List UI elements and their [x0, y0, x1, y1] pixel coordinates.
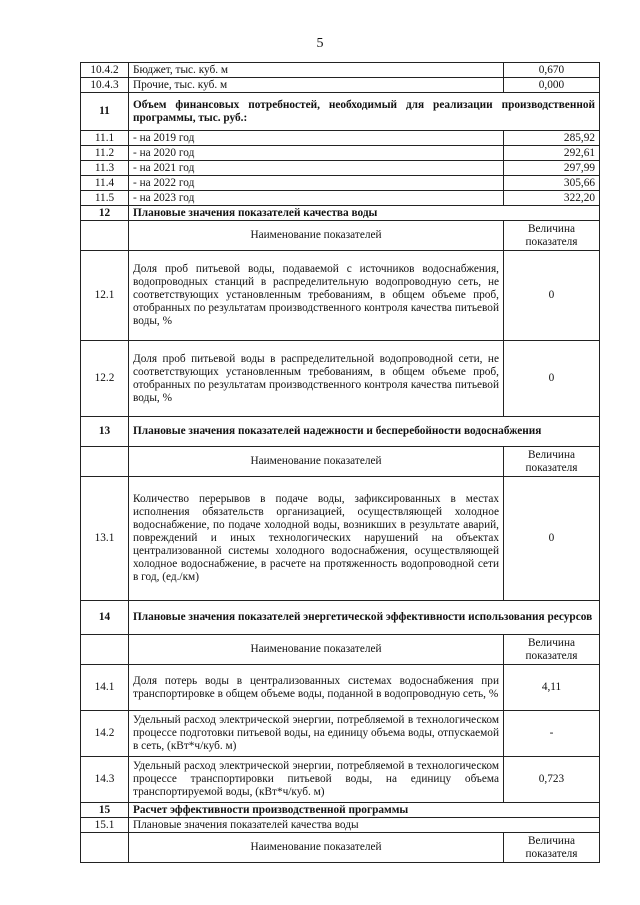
row-number: 15.1 — [81, 818, 129, 833]
row-number: 14.3 — [81, 757, 129, 803]
section-number: 14 — [81, 601, 129, 635]
column-header-name: Наименование показателей — [129, 833, 504, 863]
table-row — [81, 63, 600, 78]
row-number: 12.2 — [81, 341, 129, 417]
row-number: 10.4.2 — [81, 63, 129, 78]
column-header-row — [81, 447, 600, 477]
table-row — [81, 711, 600, 757]
row-value: 297,99 — [504, 161, 600, 176]
row-value: 0,723 — [504, 757, 600, 803]
table-row — [81, 818, 600, 833]
column-header-name: Наименование показателей — [129, 635, 504, 665]
row-label: - на 2020 год — [129, 146, 504, 161]
column-header-row — [81, 221, 600, 251]
table-row — [81, 131, 600, 146]
section-number: 13 — [81, 417, 129, 447]
row-value: 4,11 — [504, 665, 600, 711]
page-number: 5 — [316, 36, 324, 51]
row-number: 14.2 — [81, 711, 129, 757]
section-title: Плановые значения показателей надежности и бесперебойности водоснабжения — [129, 417, 600, 447]
table-row — [81, 757, 600, 803]
column-header-value: Величина показателя — [504, 447, 600, 477]
empty-cell — [81, 221, 129, 251]
row-value: 0 — [504, 251, 600, 341]
column-header-name: Наименование показателей — [129, 221, 504, 251]
row-number: 12.1 — [81, 251, 129, 341]
empty-cell — [81, 447, 129, 477]
row-number: 10.4.3 — [81, 78, 129, 93]
column-header-value: Величина показателя — [504, 221, 600, 251]
section-header-row — [81, 206, 600, 221]
section-header-row — [81, 417, 600, 447]
section-title: Плановые значения показателей энергетической эффективности использования ресурсов — [129, 601, 600, 635]
row-number: 11.2 — [81, 146, 129, 161]
row-number: 13.1 — [81, 477, 129, 601]
row-label: - на 2019 год — [129, 131, 504, 146]
table-row — [81, 251, 600, 341]
row-number: 11.1 — [81, 131, 129, 146]
section-header-row — [81, 601, 600, 635]
row-value: 0 — [504, 477, 600, 601]
row-number: 14.1 — [81, 665, 129, 711]
section-number: 12 — [81, 206, 129, 221]
column-header-value: Величина показателя — [504, 635, 600, 665]
row-label: - на 2023 год — [129, 191, 504, 206]
row-label: Количество перерывов в подаче воды, зафиксированных в местах исполнения обязательств организацией, осуществляющей холодное водоснабжение, по подаче холодной воды, возникших в результате аварий, повреждений и иных технологических нарушений на объектах централизованной системы холодного водоснабжения, осуществляющей холодное водоснабжение, в расчете на протяженность водопроводной сети в год, (ед./км) — [129, 477, 504, 601]
column-header-name: Наименование показателей — [129, 447, 504, 477]
row-value: - — [504, 711, 600, 757]
row-label: Бюджет, тыс. куб. м — [129, 63, 504, 78]
row-label: - на 2021 год — [129, 161, 504, 176]
table-row — [81, 176, 600, 191]
column-header-row — [81, 635, 600, 665]
row-label: Доля проб питьевой воды в распределительной водопроводной сети, не соответствующих установленным требованиям, в общем объеме проб, отобранных по результатам производственного контроля качества питьевой воды, % — [129, 341, 504, 417]
table-row — [81, 146, 600, 161]
section-title: Плановые значения показателей качества воды — [129, 206, 600, 221]
row-value: 322,20 — [504, 191, 600, 206]
row-value: 305,66 — [504, 176, 600, 191]
program-table — [80, 62, 600, 863]
empty-cell — [81, 833, 129, 863]
row-label: - на 2022 год — [129, 176, 504, 191]
row-number: 11.5 — [81, 191, 129, 206]
column-header-row — [81, 833, 600, 863]
section-header-row — [81, 803, 600, 818]
row-label: Доля потерь воды в централизованных системах водоснабжения при транспортировке в общем объеме воды, поданной в водопроводную сеть, % — [129, 665, 504, 711]
table-row — [81, 341, 600, 417]
column-header-value: Величина показателя — [504, 833, 600, 863]
section-title: Объем финансовых потребностей, необходимый для реализации производственной программы, тыс. руб.: — [129, 93, 600, 131]
table-row — [81, 477, 600, 601]
row-value: 0 — [504, 341, 600, 417]
section-number: 15 — [81, 803, 129, 818]
row-number: 11.4 — [81, 176, 129, 191]
row-value: 0,000 — [504, 78, 600, 93]
row-label: Удельный расход электрической энергии, потребляемой в технологическом процессе транспортировки питьевой воды, на единицу объема транспортируемой воды, (кВт*ч/куб. м) — [129, 757, 504, 803]
row-label: Доля проб питьевой воды, подаваемой с источников водоснабжения, водопроводных станций в распределительную водопроводную сеть, не соответствующих установленным требованиям, в общем объеме проб, отобранных по результатам производственного контроля качества питьевой воды, % — [129, 251, 504, 341]
row-value: 0,670 — [504, 63, 600, 78]
table-row — [81, 191, 600, 206]
row-label: Удельный расход электрической энергии, потребляемой в технологическом процессе подготовки питьевой воды, на единицу объема воды, отпускаемой в сеть, (кВт*ч/куб. м) — [129, 711, 504, 757]
table-row — [81, 665, 600, 711]
row-value: 292,61 — [504, 146, 600, 161]
empty-cell — [81, 635, 129, 665]
section-number: 11 — [81, 93, 129, 131]
row-label: Плановые значения показателей качества воды — [129, 818, 600, 833]
row-number: 11.3 — [81, 161, 129, 176]
section-header-row — [81, 93, 600, 131]
table-row — [81, 161, 600, 176]
row-label: Прочие, тыс. куб. м — [129, 78, 504, 93]
section-title: Расчет эффективности производственной программы — [129, 803, 600, 818]
row-value: 285,92 — [504, 131, 600, 146]
table-row — [81, 78, 600, 93]
